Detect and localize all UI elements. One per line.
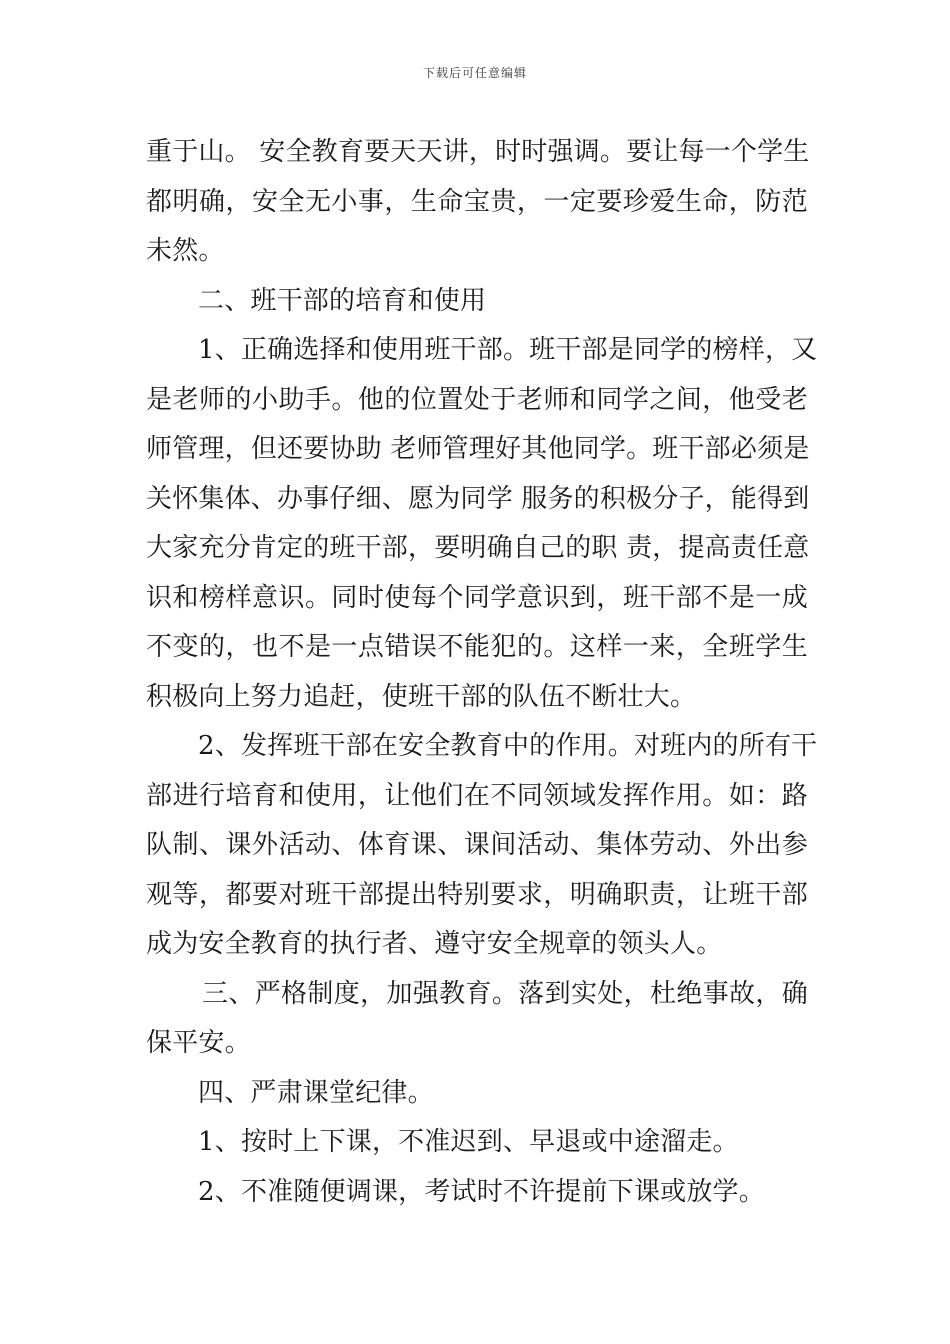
text-line: 1、按时上下课，不准迟到、早退或中途溜走。 — [198, 1127, 739, 1157]
text-line: 观等，都要对班干部提出特别要求，明确职责，让班干部 — [146, 879, 808, 910]
text-line: 师管理，但还要协助 老师管理好其他同学。班干部必须是 — [146, 434, 810, 464]
document-body — [146, 128, 818, 1217]
page-header: 下载后可任意编辑 — [422, 66, 527, 80]
text-line: 部进行培育和使用，让他们在不同领域发挥作用。如：路 — [146, 780, 808, 811]
section-heading: 三、严格制度，加强教育。落到实处，杜绝事故，确 — [202, 978, 808, 1009]
text-line: 未然。 — [146, 236, 225, 266]
text-line: 关怀集体、办事仔细、愿为同学 服务的积极分子，能得到 — [146, 483, 810, 514]
text-line: 大家充分肯定的班干部，要明确自己的职 责，提高责任意 — [146, 533, 810, 563]
text-line: 重于山。 安全教育要天天讲，时时强调。要让每一个学生 — [146, 137, 810, 167]
text-line: 识和榜样意识。同时使每个同学意识到，班干部不是一成 — [146, 582, 808, 613]
text-line: 积极向上努力追赶，使班干部的队伍不断壮大。 — [146, 681, 697, 712]
text-line: 队制、课外活动、体育课、课间活动、集体劳动、外出参 — [146, 830, 808, 860]
text-line: 1、正确选择和使用班干部。班干部是同学的榜样，又 — [198, 335, 818, 365]
text-line: 2、不准随便调课，考试时不许提前下课或放学。 — [198, 1176, 765, 1207]
section-heading: 二、班干部的培育和使用 — [198, 285, 487, 316]
text-line: 不变的，也不是一点错误不能犯的。这样一来，全班学生 — [146, 632, 808, 662]
text-line: 是老师的小助手。他的位置处于老师和同学之间，他受老 — [146, 384, 808, 415]
text-line: 2、发挥班干部在安全教育中的作用。对班内的所有干 — [198, 731, 818, 761]
text-line: 成为安全教育的执行者、遵守安全规章的领头人。 — [146, 929, 723, 959]
text-line: 保平安。 — [146, 1028, 251, 1058]
section-heading: 四、严肃课堂纪律。 — [198, 1077, 434, 1108]
text-line: 都明确，安全无小事，生命宝贵，一定要珍爱生命，防范 — [146, 186, 808, 217]
